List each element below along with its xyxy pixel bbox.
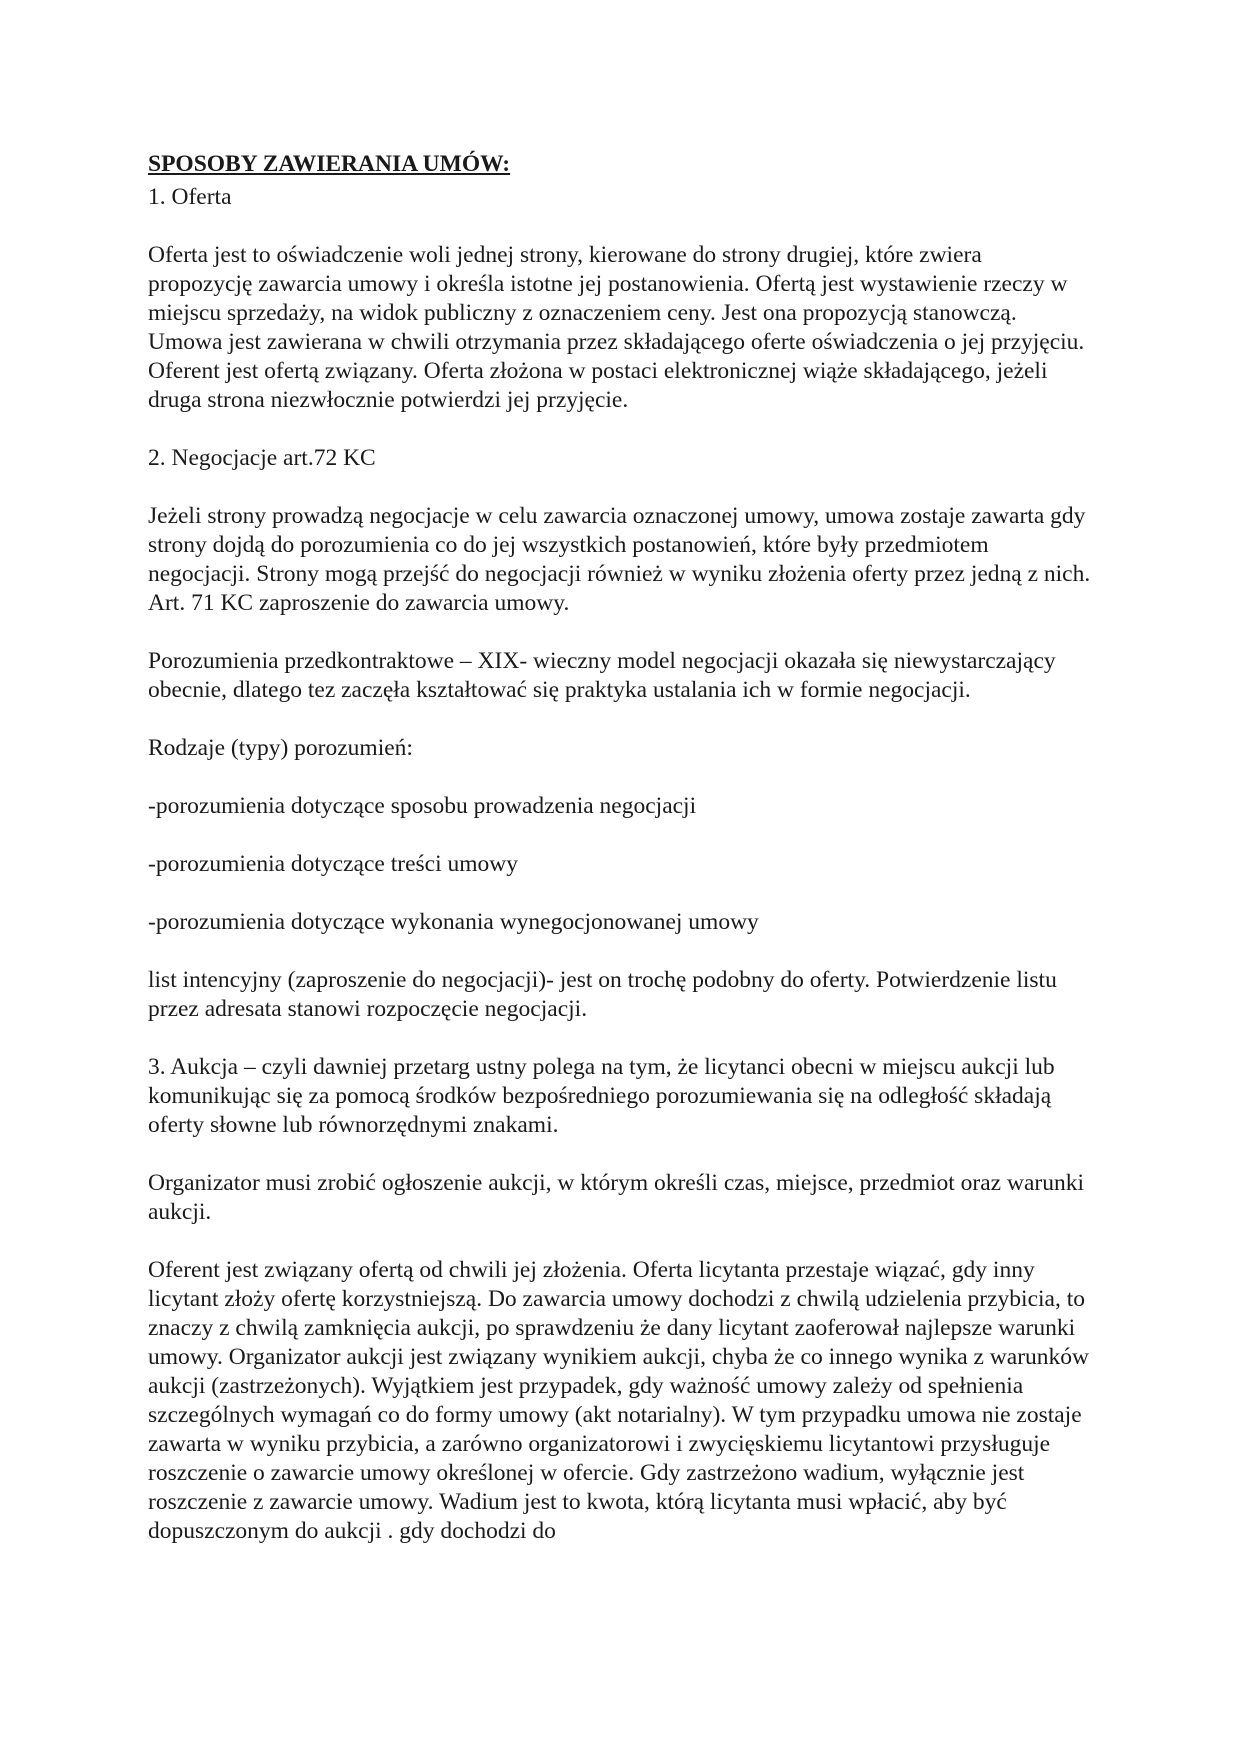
paragraph-list-intencyjny: list intencyjny (zaproszenie do negocjacji)- jest on trochę podobny do oferty. Potwierdzenie listu przez adresata stanowi rozpoczęcie negocjacji. [148, 967, 1057, 1022]
paragraph-oferent-zwiazany: Oferent jest związany ofertą od chwili jej złożenia. Oferta licytanta przestaje wiązać, gdy inny licytant złoży ofertę korzystniejszą. Do zawarcia umowy dochodzi z chwilą udzielenia przybicia, to znaczy z chwilą zamknięcia aukcji, po sprawdzeniu że dany licytant zaoferował najlepsze warunki umowy. Organizator aukcji jest związany wynikiem aukcji, chyba że co innego wynika z warunków aukcji (zastrzeżonych). Wyjątkiem jest przypadek, gdy ważność umowy zależy od spełnienia szczególnych wymagań co do formy umowy (akt notarialny). W tym przypadku umowa nie zostaje zawarta w wyniku przybicia, a zarówno organizatorowi i zwycięskiemu licytantowi przysługuje roszczenie o zawarcie umowy określonej w ofercie. Gdy zastrzeżono wadium, wyłącznie jest roszczenie z zawarcie umowy. Wadium jest to kwota, którą licytanta musi wpłacić, aby być dopuszczonym do aukcji . gdy dochodzi do [148, 1257, 1089, 1544]
section-heading-negocjacje: 2. Negocjacje art.72 KC [148, 445, 376, 471]
list-item-porozumienia-wykonanie: -porozumienia dotyczące wykonania wynegocjonowanej umowy [148, 909, 759, 935]
paragraph-negocjacje: Jeżeli strony prowadzą negocjacje w celu zawarcia oznaczonej umowy, umowa zostaje zawarta gdy strony dojdą do porozumienia co do jej wszystkich postanowień, które były przedmiotem negocjacji. Strony mogą przejść do negocjacji również w wyniku złożenia oferty przez jedną z nich. Art. 71 KC zaproszenie do zawarcia umowy. [148, 503, 1091, 616]
document-page [148, 150, 1092, 1575]
list-item-porozumienia-tresc: -porozumienia dotyczące treści umowy [148, 851, 518, 877]
section-heading-oferta: 1. Oferta [148, 184, 232, 210]
paragraph-oferta-definition: Oferta jest to oświadczenie woli jednej strony, kierowane do strony drugiej, które zwiera propozycję zawarcia umowy i określa istotne jej postanowienia. Ofertą jest wystawienie rzeczy w miejscu sprzedaży, na widok publiczny z oznaczeniem ceny. Jest ona propozycją stanowczą. Umowa jest zawierana w chwili otrzymania przez składającego oferte oświadczenia o jej przyjęciu. Oferent jest ofertą związany. Oferta złożona w postaci elektronicznej wiąże składającego, jeżeli druga strona niezwłocznie potwierdzi jej przyjęcie. [148, 242, 1085, 413]
list-item-porozumienia-sposob: -porozumienia dotyczące sposobu prowadzenia negocjacji [148, 793, 697, 819]
paragraph-rodzaje-porozumien: Rodzaje (typy) porozumień: [148, 735, 413, 761]
paragraph-organizator: Organizator musi zrobić ogłoszenie aukcji, w którym określi czas, miejsce, przedmiot oraz warunki aukcji. [148, 1170, 1084, 1225]
document-title: SPOSOBY ZAWIERANIA UMÓW: [148, 151, 511, 177]
section-heading-aukcja: 3. Aukcja – czyli dawniej przetarg ustny polega na tym, że licytanci obecni w miejscu aukcji lub komunikując się za pomocą środków bezpośredniego porozumiewania się na odległość składają oferty słowne lub równorzędnymi znakami. [148, 1054, 1055, 1138]
paragraph-porozumienia-przedkontraktowe: Porozumienia przedkontraktowe – XIX- wieczny model negocjacji okazała się niewystarczający obecnie, dlatego tez zaczęła kształtować się praktyka ustalania ich w formie negocjacji. [148, 648, 1056, 703]
